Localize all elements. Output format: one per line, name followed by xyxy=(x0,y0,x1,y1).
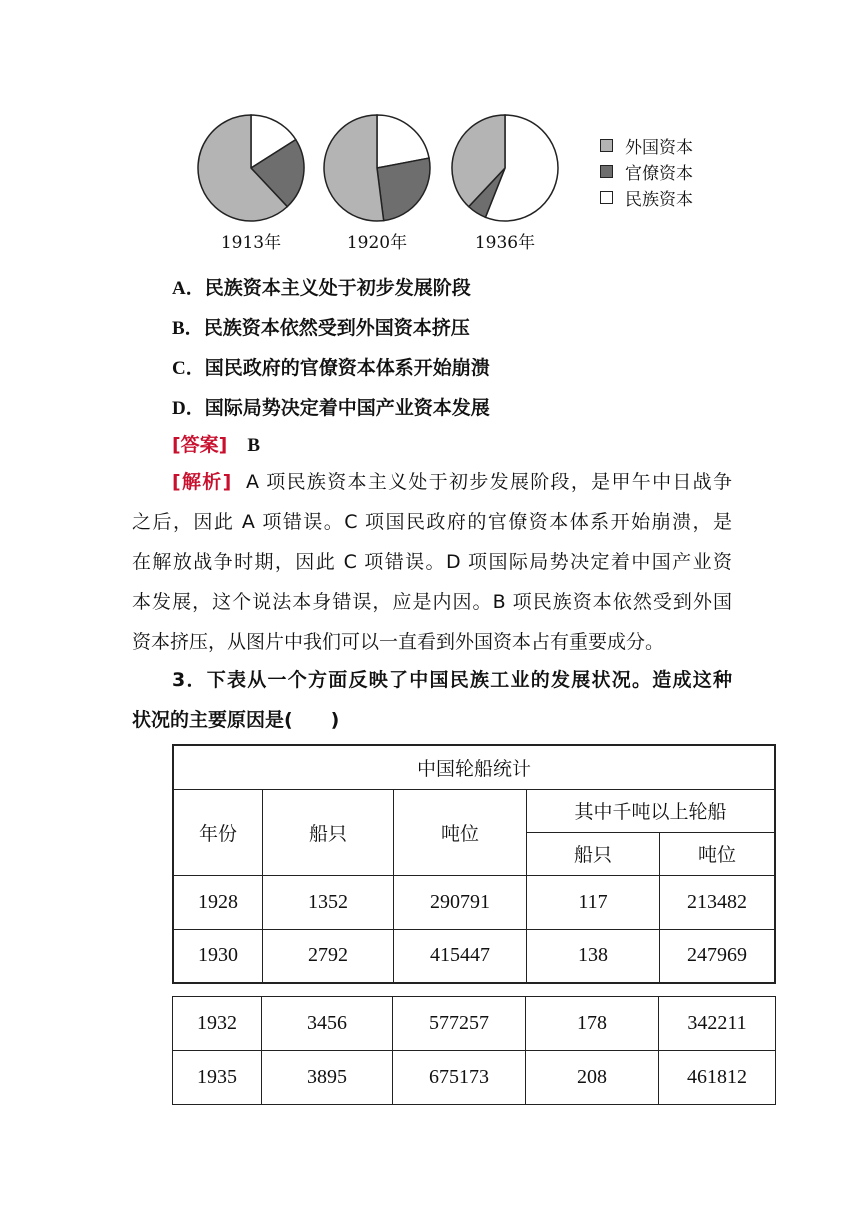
ship-statistics-table-continued xyxy=(172,996,776,1105)
header-tonnage: 吨位 xyxy=(394,789,527,875)
answer-value: B xyxy=(247,435,261,456)
table-cell: 208 xyxy=(526,1051,659,1105)
legend-swatch xyxy=(600,139,613,152)
option-letter: D． xyxy=(172,398,205,419)
legend-item-foreign xyxy=(600,132,693,158)
option-c xyxy=(172,353,490,380)
header-year: 年份 xyxy=(173,789,263,875)
table-cell: 415447 xyxy=(394,929,527,983)
table-cell: 1932 xyxy=(173,997,262,1051)
analysis-line: [解析] A 项民族资本主义处于初步发展阶段，是甲午中日战争 xyxy=(172,471,732,493)
analysis-line: 资本挤压，从图片中我们可以一直看到外国资本占有重要成分。 xyxy=(132,631,665,653)
table-cell: 1352 xyxy=(263,875,394,929)
pie-slice-foreign xyxy=(324,115,384,221)
table-cell: 1935 xyxy=(173,1051,262,1105)
legend-item-national xyxy=(600,184,693,210)
table-row xyxy=(173,929,775,983)
table-row xyxy=(173,1051,776,1105)
legend-label: 官僚资本 xyxy=(625,163,693,184)
option-d xyxy=(172,393,490,420)
header-group: 其中千吨以上轮船 xyxy=(527,789,776,832)
analysis-tag: [解析] xyxy=(172,471,232,493)
option-letter: C． xyxy=(172,358,205,379)
answer-line xyxy=(172,430,260,457)
pie-1913 xyxy=(195,112,307,253)
question-line: 3．下表从一个方面反映了中国民族工业的发展状况。造成这种 xyxy=(172,669,732,691)
analysis-paragraph xyxy=(132,462,732,662)
legend-label: 外国资本 xyxy=(625,137,693,158)
option-b xyxy=(172,313,470,340)
pie-1920 xyxy=(321,112,433,253)
question-line: 状况的主要原因是( ) xyxy=(132,709,340,731)
option-text: 国民政府的官僚资本体系开始崩溃 xyxy=(204,357,490,379)
option-a xyxy=(172,273,471,300)
pie-year-label: 1936年 xyxy=(474,233,536,253)
header-sub-ships: 船只 xyxy=(527,832,660,875)
pie-svg-0 xyxy=(195,112,307,224)
option-letter: A． xyxy=(172,278,205,299)
pie-chart-figure xyxy=(195,112,755,252)
legend-label: 民族资本 xyxy=(625,189,693,210)
table-cell: 2792 xyxy=(263,929,394,983)
table-cell: 1928 xyxy=(173,875,263,929)
option-letter: B． xyxy=(172,318,204,339)
analysis-line: 在解放战争时期，因此 C 项错误。D 项国际局势决定着中国产业资 xyxy=(132,551,732,573)
table-row xyxy=(173,997,776,1051)
header-ships: 船只 xyxy=(263,789,394,875)
legend-item-bureaucratic xyxy=(600,158,693,184)
pie-svg-2 xyxy=(449,112,561,224)
table-cell: 675173 xyxy=(393,1051,526,1105)
pie-svg-1 xyxy=(321,112,433,224)
legend-swatch xyxy=(600,191,613,204)
pie-year-label: 1913年 xyxy=(220,233,282,253)
table-cell: 247969 xyxy=(660,929,776,983)
table-cell: 461812 xyxy=(659,1051,776,1105)
option-text: 国际局势决定着中国产业资本发展 xyxy=(204,397,490,419)
table-cell: 1930 xyxy=(173,929,263,983)
table-cell: 138 xyxy=(527,929,660,983)
table-cell: 577257 xyxy=(393,997,526,1051)
pie-slice-bureaucratic xyxy=(377,158,430,221)
option-text: 民族资本主义处于初步发展阶段 xyxy=(204,277,471,299)
analysis-line: 之后，因此 A 项错误。C 项国民政府的官僚资本体系开始崩溃，是 xyxy=(132,511,732,533)
table-cell: 290791 xyxy=(394,875,527,929)
table-cell: 3456 xyxy=(262,997,393,1051)
analysis-line: 本发展，这个说法本身错误，应是内因。B 项民族资本依然受到外国 xyxy=(132,591,732,613)
legend-swatch xyxy=(600,165,613,178)
table-cell: 213482 xyxy=(660,875,776,929)
question-3 xyxy=(132,660,732,740)
pie-legend xyxy=(600,132,693,210)
table-cell: 3895 xyxy=(262,1051,393,1105)
option-text: 民族资本依然受到外国资本挤压 xyxy=(203,317,470,339)
header-sub-tonnage: 吨位 xyxy=(660,832,776,875)
table-cell: 178 xyxy=(526,997,659,1051)
pie-year-label: 1920年 xyxy=(346,233,408,253)
table-row xyxy=(173,875,775,929)
table-cell: 342211 xyxy=(659,997,776,1051)
answer-tag: [答案] xyxy=(172,434,228,456)
table-cell: 117 xyxy=(527,875,660,929)
table-title: 中国轮船统计 xyxy=(173,745,775,789)
pie-1936 xyxy=(449,112,561,253)
ship-statistics-table xyxy=(172,744,776,984)
